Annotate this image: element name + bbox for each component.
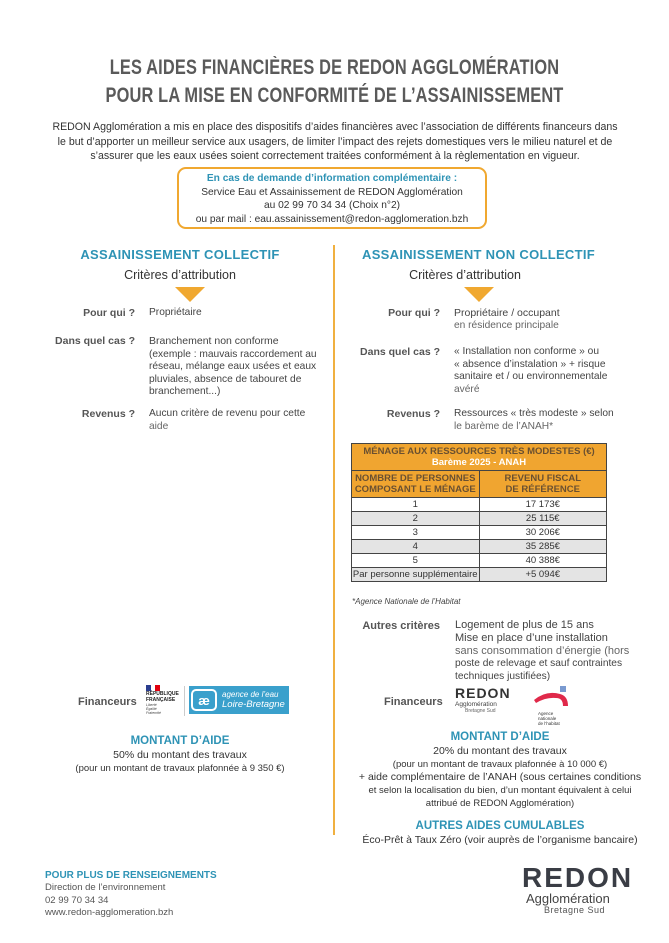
logo-text: agence de l’eau: [222, 690, 279, 699]
value-line: techniques justifiées): [455, 670, 551, 682]
column-divider: [333, 245, 335, 835]
logo-text: Loire-Bretagne: [222, 699, 285, 710]
value-line: sanitaire et / ou environnementale: [454, 371, 608, 382]
cell-persons: 1: [352, 498, 480, 512]
cell-income: 30 206€: [479, 526, 607, 540]
non-collectif-label-dans-quel-cas: Dans quel cas ?: [360, 346, 440, 358]
info-contact-box: [177, 167, 487, 229]
autres-criteres-label: Autres critères: [362, 620, 440, 632]
collectif-montant-text: [30, 749, 330, 775]
logo-text: REDON: [455, 685, 511, 701]
value-line: sans consommation d’énergie (hors: [455, 645, 630, 657]
redon-agglomeration-logo-small: [455, 686, 515, 718]
republique-francaise-logo: [146, 685, 186, 720]
info-box-service: Service Eau et Assainissement de REDON Agglomération: [201, 186, 463, 198]
value-line: Logement de plus de 15 ans: [455, 619, 594, 631]
collectif-value-revenus: [149, 408, 329, 433]
value-line: Aucun critère de revenu pour cette: [149, 408, 306, 419]
table-row: [352, 526, 607, 540]
montant-line: 20% du montant des travaux: [433, 745, 567, 757]
intro-line: le but d’apporter un meilleur service aux usagers, de limiter l’impact des rejets domestiques vers le milieu naturel et de: [57, 135, 613, 148]
logo-text: RÉPUBLIQUE: [146, 691, 179, 697]
value-line: aide: [149, 420, 169, 432]
intro-line: REDON Agglomération a mis en place des dispositifs d’aides financières avec l’association de différents financeurs dans: [52, 121, 618, 133]
logo-text: Bretagne Sud: [544, 905, 606, 915]
cell-persons: 4: [352, 540, 480, 554]
cell-income: 25 115€: [479, 512, 607, 526]
redon-agglomeration-logo: [522, 864, 632, 919]
value-line: pluviales, absence de tabouret de: [149, 373, 302, 385]
collectif-value-pour-qui: [149, 307, 329, 320]
collectif-label-pour-qui: Pour qui ?: [83, 307, 135, 319]
logo-text: Fraternité: [146, 711, 161, 715]
cell-income: 17 173€: [479, 498, 607, 512]
info-box-heading: En cas de demande d’information complémentaire :: [206, 173, 458, 184]
value-line: Propriétaire / occupant: [454, 307, 560, 319]
value-line: le barème de l’ANAH*: [454, 420, 554, 432]
value-line: Mise en place d’une installation: [455, 632, 608, 644]
table-header-row: [352, 471, 607, 498]
ae-logo-icon: æ: [191, 689, 217, 711]
footer-department: Direction de l’environnement: [45, 882, 166, 893]
anah-income-table: [351, 443, 607, 582]
logo-text: nationale: [538, 716, 557, 721]
value-line: « absence d’instalation » + risque: [454, 358, 606, 370]
value-line: Branchement non conforme: [149, 335, 279, 347]
cell-persons: 2: [352, 512, 480, 526]
value-line: (exemple : mauvais raccordement au: [149, 348, 317, 360]
header-line: REVENU FISCAL: [504, 473, 582, 484]
title-line-2: POUR LA MISE EN CONFORMITÉ DE L’ASSAINISSEMENT: [105, 84, 564, 107]
intro-paragraph: [40, 120, 630, 164]
table-title: MÉNAGE AUX RESSOURCES TRÈS MODESTES (€): [363, 446, 595, 457]
value-line: « Installation non conforme » ou: [454, 346, 599, 357]
info-box-phone: au 02 99 70 34 34 (Choix n°2): [263, 200, 401, 211]
column-header-income: [479, 471, 607, 498]
down-arrow-icon: [464, 287, 494, 302]
value-line: Ressources « très modeste » selon: [454, 408, 614, 419]
non-collectif-montant-text: [340, 745, 660, 810]
page-title: [74, 54, 596, 110]
collectif-title: ASSAINISSEMENT COLLECTIF: [80, 247, 280, 262]
value-line: en résidence principale: [454, 319, 559, 331]
collectif-montant-title: MONTANT D’AIDE: [130, 735, 230, 747]
non-collectif-subtitle: Critères d’attribution: [409, 268, 521, 282]
autres-aides-text: Éco-Prêt à Taux Zéro (voir auprès de l’organisme bancaire): [362, 834, 638, 846]
cell-persons: 5: [352, 554, 480, 568]
info-box-email[interactable]: ou par mail : eau.assainissement@redon-agglomeration.bzh: [195, 213, 469, 225]
montant-line: (pour un montant de travaux plafonnée à 10 000 €): [392, 759, 608, 770]
montant-line: + aide complémentaire de l’ANAH (sous certaines conditions: [358, 771, 642, 783]
logo-text: REDON: [522, 862, 634, 893]
title-line-1: LES AIDES FINANCIÈRES DE REDON AGGLOMÉRATION: [109, 56, 560, 79]
logo-text: Bretagne Sud: [465, 708, 496, 714]
collectif-financeurs-label: Financeurs: [78, 696, 137, 708]
logo-text: Agglomération: [526, 891, 610, 906]
non-collectif-title: ASSAINISSEMENT NON COLLECTIF: [362, 247, 596, 262]
non-collectif-value-revenus: [454, 408, 654, 433]
value-line: branchement...): [149, 386, 221, 397]
table-subtitle: Barème 2025 - ANAH: [431, 457, 527, 468]
montant-line: attribué de REDON Agglomération): [425, 798, 575, 809]
logo-word: [522, 864, 632, 892]
logo-separator: [184, 686, 185, 716]
footer-website-link[interactable]: www.redon-agglomeration.bzh: [45, 907, 174, 918]
non-collectif-value-pour-qui: [454, 307, 654, 332]
montant-line: (pour un montant de travaux plafonnée à 9 350 €): [75, 763, 285, 774]
montant-line: 50% du montant des travaux: [113, 749, 247, 761]
header-line: NOMBRE DE PERSONNES: [355, 473, 476, 484]
footer-contact: [45, 882, 173, 920]
value-line: Propriétaire: [149, 307, 202, 318]
non-collectif-label-revenus: Revenus ?: [386, 408, 440, 420]
footer-phone: 02 99 70 34 34: [45, 894, 109, 906]
logo-text: de l’habitat: [538, 721, 560, 726]
logo-text: Liberté: [146, 703, 157, 707]
montant-line: et selon la localisation du bien, d’un montant équivalent à celui: [368, 785, 632, 796]
logo-text: FRANÇAISE: [146, 696, 176, 703]
cell-persons: Par personne supplémentaire: [352, 569, 478, 580]
agence-eau-loire-bretagne-logo: [189, 686, 289, 714]
table-row: [352, 540, 607, 554]
header-line: DE RÉFÉRENCE: [505, 484, 580, 495]
non-collectif-value-dans-quel-cas: [454, 346, 654, 396]
autres-criteres-value: [455, 619, 655, 683]
logo-text: Agence: [538, 711, 554, 716]
collectif-label-revenus: Revenus ?: [81, 408, 135, 420]
footer-heading: POUR PLUS DE RENSEIGNEMENTS: [45, 870, 217, 881]
value-line: poste de relevage et sauf contraintes: [455, 658, 623, 669]
down-arrow-icon: [175, 287, 205, 302]
table-row: [352, 568, 607, 582]
intro-line: s’assurer que les eaux usées soient correctement traitées conformément à la règlementation en vigueur.: [90, 150, 580, 162]
collectif-value-dans-quel-cas: [149, 335, 329, 399]
non-collectif-label-pour-qui: Pour qui ?: [388, 307, 440, 319]
non-collectif-montant-title: MONTANT D’AIDE: [450, 731, 550, 743]
cell-income: +5 094€: [479, 568, 607, 582]
non-collectif-financeurs-label: Financeurs: [384, 696, 443, 708]
table-title-row: [352, 444, 607, 471]
table-row: [352, 512, 607, 526]
anah-logo: [532, 686, 574, 726]
header-line: COMPOSANT LE MÉNAGE: [354, 484, 476, 495]
cell-income: 35 285€: [479, 540, 607, 554]
cell-income: 40 388€: [479, 554, 607, 568]
logo-text: Agglomération: [455, 701, 497, 708]
value-line: réseau, mélange eaux usées et eaux: [149, 361, 317, 372]
value-line: avéré: [454, 383, 480, 395]
column-header-persons: [352, 471, 480, 498]
logo-text: Égalité: [146, 707, 157, 711]
table-row: [352, 554, 607, 568]
table-row: [352, 498, 607, 512]
autres-aides-title: AUTRES AIDES CUMULABLES: [415, 820, 585, 832]
cell-persons: 3: [352, 526, 480, 540]
table-footnote: *Agence Nationale de l’Habitat: [352, 597, 461, 606]
collectif-label-dans-quel-cas: Dans quel cas ?: [55, 335, 135, 347]
collectif-subtitle: Critères d’attribution: [124, 268, 236, 282]
anah-swoosh-icon: [532, 686, 574, 706]
